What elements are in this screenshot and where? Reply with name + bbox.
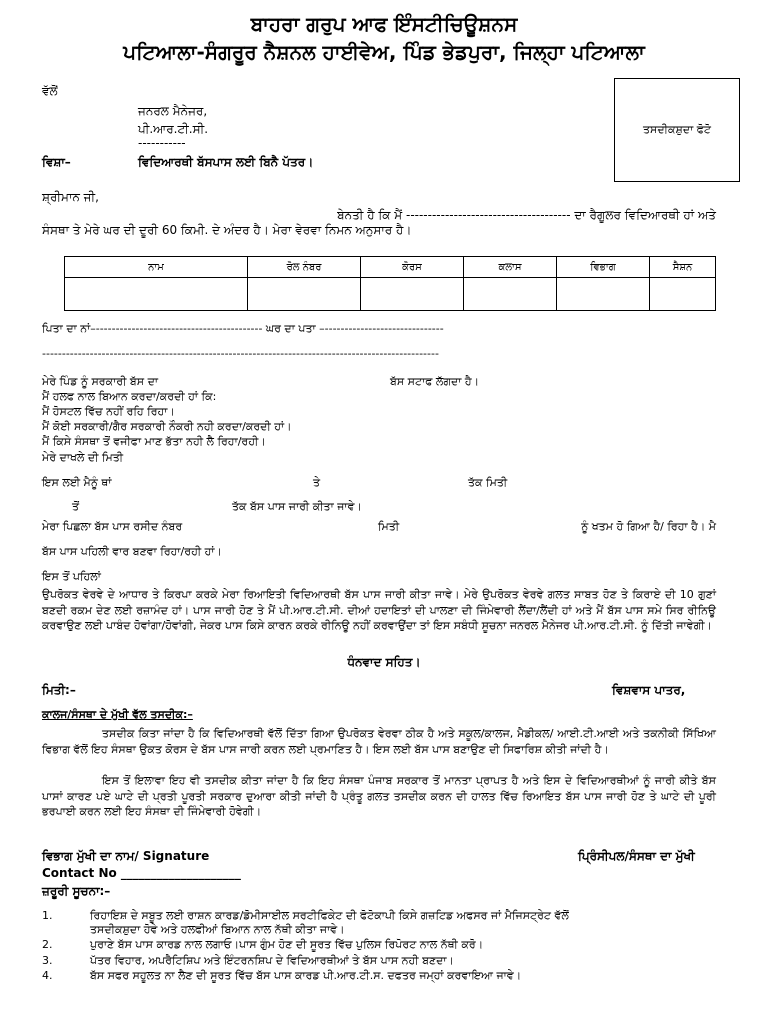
father-address-line: ਪਿਤਾ ਦਾ ਨਾਂ–------------------------------------------ ਘਰ ਦਾ ਪਤਾ –------------------------------ (42, 322, 444, 335)
student-details-table (64, 256, 716, 311)
cell-session[interactable] (650, 278, 716, 311)
undertaking-paragraph: ਉਪਰੋਕਤ ਵੇਰਵੇ ਦੇ ਆਧਾਰ ਤੇ ਕਿਰਪਾ ਕਰਕੇ ਮੇਰਾ ਰਿਆਇਤੀ ਵਿਦਿਆਰਥੀ ਬੱਸ ਪਾਸ ਜਾਰੀ ਕੀਤਾ ਜਾਵੇ। ਮੇਰੇ ਉਪਰੋਕਤ ਵੇਰਵੇ ਗਲਤ ਸਾਬਤ ਹੋਣ ਤੇ ਕਿਰਾਏ ਦੀ 10 ਗੁਣਾਂ ਬਣਦੀ ਰਕਮ ਦੇਣ ਲਈ ਰਜ਼ਾਮੰਦ ਹਾਂ। ਪਾਸ ਜਾਰੀ ਹੋਣ ਤੇ ਮੈਂ ਪੀ.ਆਰ.ਟੀ.ਸੀ. ਦੀਆਂ ਹਦਾਇਤਾਂ ਦੀ ਪਾਲਣਾ ਦੀ ਜਿੰਮੇਵਾਰੀ ਲੈਂਦਾ/ਲੈਂਦੀ ਹਾਂ ਅਤੇ ਮੈਂ ਬੱਸ ਪਾਸ ਸਮੇ ਸਿਰ ਰੀਨਿਊ ਕਰਵਾਉਣ ਲਈ ਪਾਬੰਦ ਹੋਵਾਂਗਾ/ਹੋਵਾਂਗੀ, ਜੇਕਰ ਪਾਸ ਕਿਸੇ ਕਾਰਨ ਕਰਕੇ ਰੀਨਿਊ ਨਹੀਂ ਕਰਵਾਉਂਦਾ ਤਾਂ ਇਸ ਸਬੰਧੀ ਸੂਚਨਾ ਜਨਰਲ ਮੈਨੇਜਰ ਪੀ.ਆਰ.ਟੀ.ਸੀ. ਨੂੰ ਦਿੱਤੀ ਜਾਵੇਗੀ। (42, 588, 716, 632)
period-to: ਤੇ (313, 476, 321, 489)
principal-label: ਪ੍ਰਿੰਸੀਪਲ/ਸੰਸਥਾ ਦਾ ਮੁੱਖੀ (578, 849, 695, 863)
to-line-3: ----------- (138, 136, 186, 150)
col-header-session: ਸੈਸ਼ਨ (650, 257, 716, 278)
yours-faithfully: ਵਿਸ਼ਵਾਸ ਪਾਤਰ, (612, 683, 686, 697)
prev-pass-receipt: ਮੇਰਾ ਪਿਛਲਾ ਬੱਸ ਪਾਸ ਰਸੀਦ ਨੰਬਰ (42, 520, 183, 533)
college-para-1: ਤਸਦੀਕ ਕਿਤਾ ਜਾਂਦਾ ਹੈ ਕਿ ਵਿਦਿਆਰਥੀ ਵੱਲੋਂ ਦਿੱਤਾ ਗਿਆ ਉਪਰੋਕਤ ਵੇਰਵਾ ਠੀਕ ਹੈ ਅਤੇ ਸਕੂਲ/ਕਾਲਜ, ਮੈਡੀਕਲ/ ਆਈ.ਟੀ.ਆਈ ਅਤੇ ਤਕਨੀਕੀ ਸਿੱਖਿਆ ਵਿਭਾਗ ਵੱਲੋਂ ਇਹ ਸੰਸਥਾ ਉਕਤ ਕੋਰਸ ਦੇ ਬੱਸ ਪਾਸ ਜਾਰੀ ਕਰਨ ਲਈ ਪ੍ਰਮਾਣਿਤ ਹੈ। ਇਸ ਲਈ ਬੱਸ ਪਾਸ ਬਣਾਉਣ ਦੀ ਸਿਫਾਰਿਸ਼ ਕੀਤੀ ਜਾਂਦੀ ਹੈ। (42, 727, 716, 756)
thanks-text: ਧੰਨਵਾਦ ਸਹਿਤ। (347, 655, 421, 669)
declaration-4: ਮੈਂ ਕੋਈ ਸਰਕਾਰੀ/ਗੈਰ ਸਰਕਾਰੀ ਨੌਕਰੀ ਨਹੀ ਕਰਦਾ/ਕਰਦੀ ਹਾਂ। (42, 420, 292, 433)
note-text: ਬੱਸ ਸਫਰ ਸਹੂਲਤ ਨਾ ਲੈਣ ਦੀ ਸੂਰਤ ਵਿੱਚ ਬੱਸ ਪਾਸ ਕਾਰਡ ਪੀ.ਆਰ.ਟੀ.ਸ. ਦਫਤਰ ਜਮ੍ਹਾਂ ਕਰਵਾਇਆ ਜਾਵੇ। (90, 969, 522, 982)
cell-dept[interactable] (557, 278, 650, 311)
col-header-roll: ਰੋਲ ਨੰਬਰ (248, 257, 361, 278)
note-num: 1. (42, 909, 53, 922)
photo-label: ਤਸਦੀਕਸ਼ੁਦਾ ਫੋਟੋ (643, 123, 711, 136)
cell-class[interactable] (464, 278, 557, 311)
to-line-2: ਪੀ.ਆਰ.ਟੀ.ਸੀ. (138, 122, 209, 136)
address-continuation-line: ---------------------------------------------------------------------------------------------------- (42, 347, 439, 360)
declaration-5: ਮੈਂ ਕਿਸੇ ਸੰਸਥਾ ਤੋਂ ਵਜੀਫਾ ਮਾਣ ਭੱਤਾ ਨਹੀ ਲੈ ਰਿਹਾ/ਰਹੀ। (42, 435, 266, 448)
hod-signature-label: ਵਿਭਾਗ ਮੁੱਖੀ ਦਾ ਨਾਮ/ Signature (42, 849, 210, 863)
from-label: ਵੱਲੋਂ (42, 84, 58, 98)
before-this: ਇਸ ਤੋਂ ਪਹਿਲਾਂ (42, 570, 101, 583)
college-para-2: ਇਸ ਤੋਂ ਇਲਾਵਾ ਇਹ ਵੀ ਤਸਦੀਕ ਕੀਤਾ ਜਾਂਦਾ ਹੈ ਕਿ ਇਹ ਸੰਸਥਾ ਪੰਜਾਬ ਸਰਕਾਰ ਤੋਂ ਮਾਨਤਾ ਪ੍ਰਾਪਤ ਹੈ ਅਤੇ ਇਸ ਦੇ ਵਿਦਿਆਰਥੀਆਂ ਨੂੰ ਜਾਰੀ ਕੀਤੇ ਬੱਸ ਪਾਸਾਂ ਕਾਰਣ ਪਏ ਘਾਟੇ ਦੀ ਪ੍ਰਤੀ ਪੂਰਤੀ ਸਰਕਾਰ ਦੁਆਰਾ ਕੀਤੀ ਜਾਂਦੀ ਹੈ ਪ੍ਰੰਤੂ ਗਲਤ ਤਸਦੀਕ ਕਰਨ ਦੀ ਹਾਲਤ ਵਿੱਚ ਰਿਆਇਤ ਬੱਸ ਪਾਸ ਜਾਰੀ ਹੋਣ ਤੇ ਘਾਟੇ ਦੀ ਪੂਰੀ ਭਰਪਾਈ ਕਰਨ ਲਈ ਇਹ ਸੰਸਥਾ ਦੀ ਜਿੰਮੇਵਾਰੀ ਹੋਵੇਗੀ। (42, 774, 716, 818)
table-row (65, 278, 716, 311)
col-header-dept: ਵਿਭਾਗ (557, 257, 650, 278)
photo-box (614, 78, 740, 182)
col-header-course: ਕੋਰਸ (361, 257, 464, 278)
col-header-class: ਕਲਾਸ (464, 257, 557, 278)
admission-date-label: ਮੇਰੇ ਦਾਖਲੇ ਦੀ ਮਿਤੀ (42, 451, 124, 464)
institution-title: ਬਾਹਰਾ ਗਰੁਪ ਆਫ ਇੰਸਟੀਚਿਊਸ਼ਨਸ (250, 12, 518, 36)
period-from: ਤੋਂ (72, 500, 80, 513)
request-line-1: ਬੇਨਤੀ ਹੈ ਕਿ ਮੈਂ -------------------------------------- ਦਾ ਰੈਗੂਲਰ ਵਿਦਿਆਰਥੀ ਹਾਂ ਅਤੇ (337, 208, 716, 222)
first-time-pass: ਬੱਸ ਪਾਸ ਪਹਿਲੀ ਵਾਰ ਬਣਵਾ ਰਿਹਾ/ਰਹੀ ਹਾਂ। (42, 545, 222, 558)
prev-pass-date: ਮਿਤੀ (378, 520, 400, 533)
note-num: 2. (42, 938, 53, 951)
contact-number-label: Contact No ____________________ (42, 866, 241, 880)
note-num: 4. (42, 969, 53, 982)
declaration-2: ਮੈਂ ਹਲਫ ਨਾਲ ਬਿਆਨ ਕਰਦਾ/ਕਰਦੀ ਹਾਂ ਕਿ: (42, 390, 217, 403)
note-num: 3. (42, 954, 53, 967)
table-header-row (65, 257, 716, 278)
col-header-name: ਨਾਮ (65, 257, 248, 278)
period-from-place: ਇਸ ਲਈ ਮੈਨੂੰ ਥਾਂ (42, 476, 112, 489)
cell-course[interactable] (361, 278, 464, 311)
salutation: ਸ਼੍ਰੀਮਾਨ ਜੀ, (42, 190, 99, 204)
note-text-cont: ਤਸਦੀਕਸ਼ੁਦਾ ਹੋਵੇ ਅਤੇ ਹਲਫੀਆਂ ਬਿਆਨ ਨਾਲ ਨੱਥੀ ਕੀਤਾ ਜਾਵੇ। (90, 923, 345, 936)
institution-address: ਪਟਿਆਲਾ-ਸੰਗਰੂਰ ਨੈਸ਼ਨਲ ਹਾਈਵੇਅ, ਪਿੰਡ ਭੇਡਪੁਰਾ, ਜਿਲ੍ਹਾ ਪਟਿਆਲਾ (123, 40, 645, 64)
declaration-1: ਮੇਰੇ ਪਿੰਡ ਨੂੰ ਸਰਕਾਰੀ ਬੱਸ ਦਾ (42, 375, 159, 388)
declaration-3: ਮੈਂ ਹੋਸਟਲ ਵਿੱਚ ਨਹੀਂ ਰਹਿ ਰਿਹਾ। (42, 405, 175, 418)
request-line-2: ਸੰਸਥਾ ਤੇ ਮੇਰੇ ਘਰ ਦੀ ਦੂਰੀ 60 ਕਿਮੀ. ਦੇ ਅੰਦਰ ਹੈ। ਮੇਰਾ ਵੇਰਵਾ ਨਿਮਨ ਅਨੁਸਾਰ ਹੈ। (42, 223, 412, 237)
subject-text: ਵਿਦਿਆਰਥੀ ਬੱਸਪਾਸ ਲਈ ਬਿਨੈ ਪੱਤਰ। (138, 155, 314, 169)
college-verification-heading: ਕਾਲਜ/ਸੰਸਥਾ ਦੇ ਮੁੱਖੀ ਵੱਲ ਤਸਦੀਕ:– (42, 708, 193, 721)
note-text: ਰਿਹਾਇਸ਼ ਦੇ ਸਬੂਤ ਲਈ ਰਾਸ਼ਨ ਕਾਰਡ/ਡੋਮੀਸਾਈਲ ਸਰਟੀਫਿਕੇਟ ਦੀ ਫੋਟੋਕਾਪੀ ਕਿਸੇ ਗਜ਼ਟਿਡ ਅਫਸਰ ਜਾਂ ਮੈਜਿਸਟ੍ਰੇਟ ਵੱਲੋਂ (90, 909, 569, 922)
to-line-1: ਜਨਰਲ ਮੈਨੇਜਰ, (138, 104, 208, 118)
cell-name[interactable] (65, 278, 248, 311)
date-label: ਮਿਤੀ:– (42, 683, 76, 697)
notes-heading: ਜ਼ਰੂਰੀ ਸੂਚਨਾ:– (42, 884, 111, 898)
period-issue: ਤੱਕ ਬੱਸ ਪਾਸ ਜਾਰੀ ਕੀਤਾ ਜਾਵੇ। (232, 500, 362, 513)
cell-roll[interactable] (248, 278, 361, 311)
note-text: ਪੱਤਰ ਵਿਹਾਰ, ਅਪਰੈਟਿਸ਼ਿਪ ਅਤੇ ਇੰਟਰਨਸ਼ਿਪ ਦੇ ਵਿਦਿਆਰਥੀਆਂ ਤੇ ਬੱਸ ਪਾਸ ਨਹੀ ਬਣਦਾ। (90, 954, 454, 967)
note-text: ਪੁਰਾਣੇ ਬੱਸ ਪਾਸ ਕਾਰਡ ਨਾਲ ਲਗਾਓ।ਪਾਸ ਗੁੰਮ ਹੋਣ ਦੀ ਸੂਰਤ ਵਿੱਚ ਪੁਲਿਸ ਰਿਪੋਰਟ ਨਾਲ ਨੱਥੀ ਕਰੋ। (90, 938, 484, 951)
prev-pass-expired: ਨੂੰ ਖਤਮ ਹੋ ਗਿਆ ਹੈ/ ਰਿਹਾ ਹੈ। ਮੈ (581, 520, 716, 533)
bus-staff-text: ਬੱਸ ਸਟਾਫ ਲੱਗਦਾ ਹੈ। (390, 375, 480, 388)
subject-label: ਵਿਸ਼ਾ– (42, 155, 71, 169)
period-date: ਤੱਕ ਮਿਤੀ (468, 476, 508, 489)
